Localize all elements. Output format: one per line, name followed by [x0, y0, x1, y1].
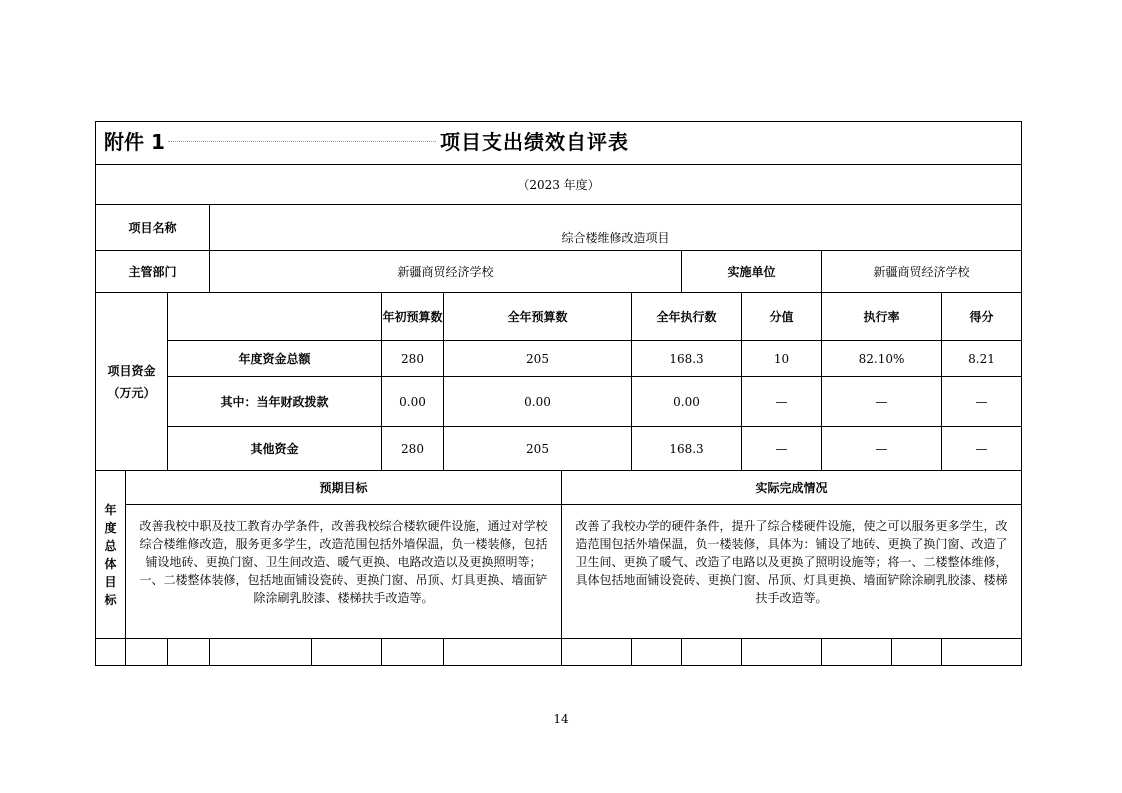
col-initial-budget: 年初预算数 [382, 293, 444, 341]
empty-cell [822, 639, 892, 666]
empty-cell [892, 639, 942, 666]
implementing-unit-value: 新疆商贸经济学校 [822, 251, 1022, 293]
funds-header-blank [168, 293, 382, 341]
funds-cell: 280 [382, 427, 444, 471]
funds-section-label [96, 293, 168, 471]
funds-cell: 280 [382, 341, 444, 377]
empty-cell [682, 639, 742, 666]
empty-cell [312, 639, 382, 666]
funds-cell: — [742, 377, 822, 427]
funds-row-label: 年度资金总额 [168, 341, 382, 377]
expected-goal-header: 预期目标 [126, 471, 562, 505]
funds-cell: 10 [742, 341, 822, 377]
funds-cell: 168.3 [632, 427, 742, 471]
expected-goal-text: 改善我校中职及技工教育办学条件，改善我校综合楼软硬件设施，通过对学校综合楼维修改造，服务更多学生，改造范围包括外墙保温，负一楼装修，包括铺设地砖、更换门窗、卫生间改造、暖气更换、电路改造以及更换照明等；一、二楼整体装修，包括地面铺设瓷砖、更换门窗、吊顶、灯具更换、墙面铲除涂刷乳胶漆、楼梯扶手改造等。 [126, 505, 562, 639]
empty-cell [210, 639, 312, 666]
dotted-leader [168, 141, 436, 142]
empty-cell [382, 639, 444, 666]
empty-cell [562, 639, 632, 666]
supervising-dept-label: 主管部门 [96, 251, 210, 293]
empty-cell [742, 639, 822, 666]
attachment-label: 附件 1 [104, 130, 165, 154]
col-score: 得分 [942, 293, 1022, 341]
page-title: 项目支出绩效自评表 [440, 130, 629, 154]
empty-cell [632, 639, 682, 666]
col-execution-rate: 执行率 [822, 293, 942, 341]
empty-cell [168, 639, 210, 666]
actual-completion-header: 实际完成情况 [562, 471, 1022, 505]
funds-cell: 8.21 [942, 341, 1022, 377]
funds-cell: 205 [444, 427, 632, 471]
col-annual-budget: 全年预算数 [444, 293, 632, 341]
implementing-unit-label: 实施单位 [682, 251, 822, 293]
empty-cell [126, 639, 168, 666]
annual-goal-label [96, 471, 126, 639]
funds-cell: 168.3 [632, 341, 742, 377]
col-annual-execution: 全年执行数 [632, 293, 742, 341]
funds-cell: 0.00 [382, 377, 444, 427]
page-number: 14 [553, 712, 569, 726]
empty-cell [942, 639, 1022, 666]
col-score-weight: 分值 [742, 293, 822, 341]
funds-cell: 205 [444, 341, 632, 377]
funds-cell: — [942, 377, 1022, 427]
empty-cell [444, 639, 562, 666]
supervising-dept-value: 新疆商贸经济学校 [210, 251, 682, 293]
annual-goal-label-text: 年 度 总 体 目 标 [104, 502, 117, 607]
funds-cell: — [742, 427, 822, 471]
funds-cell: — [822, 377, 942, 427]
funds-section-label-text: 项目资金 （万元） [107, 363, 156, 400]
funds-row-label: 其他资金 [168, 427, 382, 471]
project-name-label: 项目名称 [96, 205, 210, 251]
empty-cell [96, 639, 126, 666]
funds-cell: — [822, 427, 942, 471]
funds-cell: 0.00 [632, 377, 742, 427]
funds-cell: 0.00 [444, 377, 632, 427]
performance-self-evaluation-table [95, 121, 1022, 666]
fiscal-year: （2023 年度） [96, 165, 1022, 205]
title-bar [96, 122, 1022, 165]
funds-cell: — [942, 427, 1022, 471]
funds-row-label: 其中：当年财政拨款 [168, 377, 382, 427]
project-name-value: 综合楼维修改造项目 [210, 205, 1022, 251]
actual-completion-text: 改善了我校办学的硬件条件，提升了综合楼硬件设施，使之可以服务更多学生，改造范围包括外墙保温，负一楼装修，具体为：铺设了地砖、更换了换门窗、改造了卫生间、更换了暖气、改造了电路以及更换了照明设施等；将一、二楼整体维修，具体包括地面铺设瓷砖、更换门窗、吊顶、灯具更换、墙面铲除涂刷乳胶漆、楼梯扶手改造等。 [562, 505, 1022, 639]
funds-cell: 82.10% [822, 341, 942, 377]
